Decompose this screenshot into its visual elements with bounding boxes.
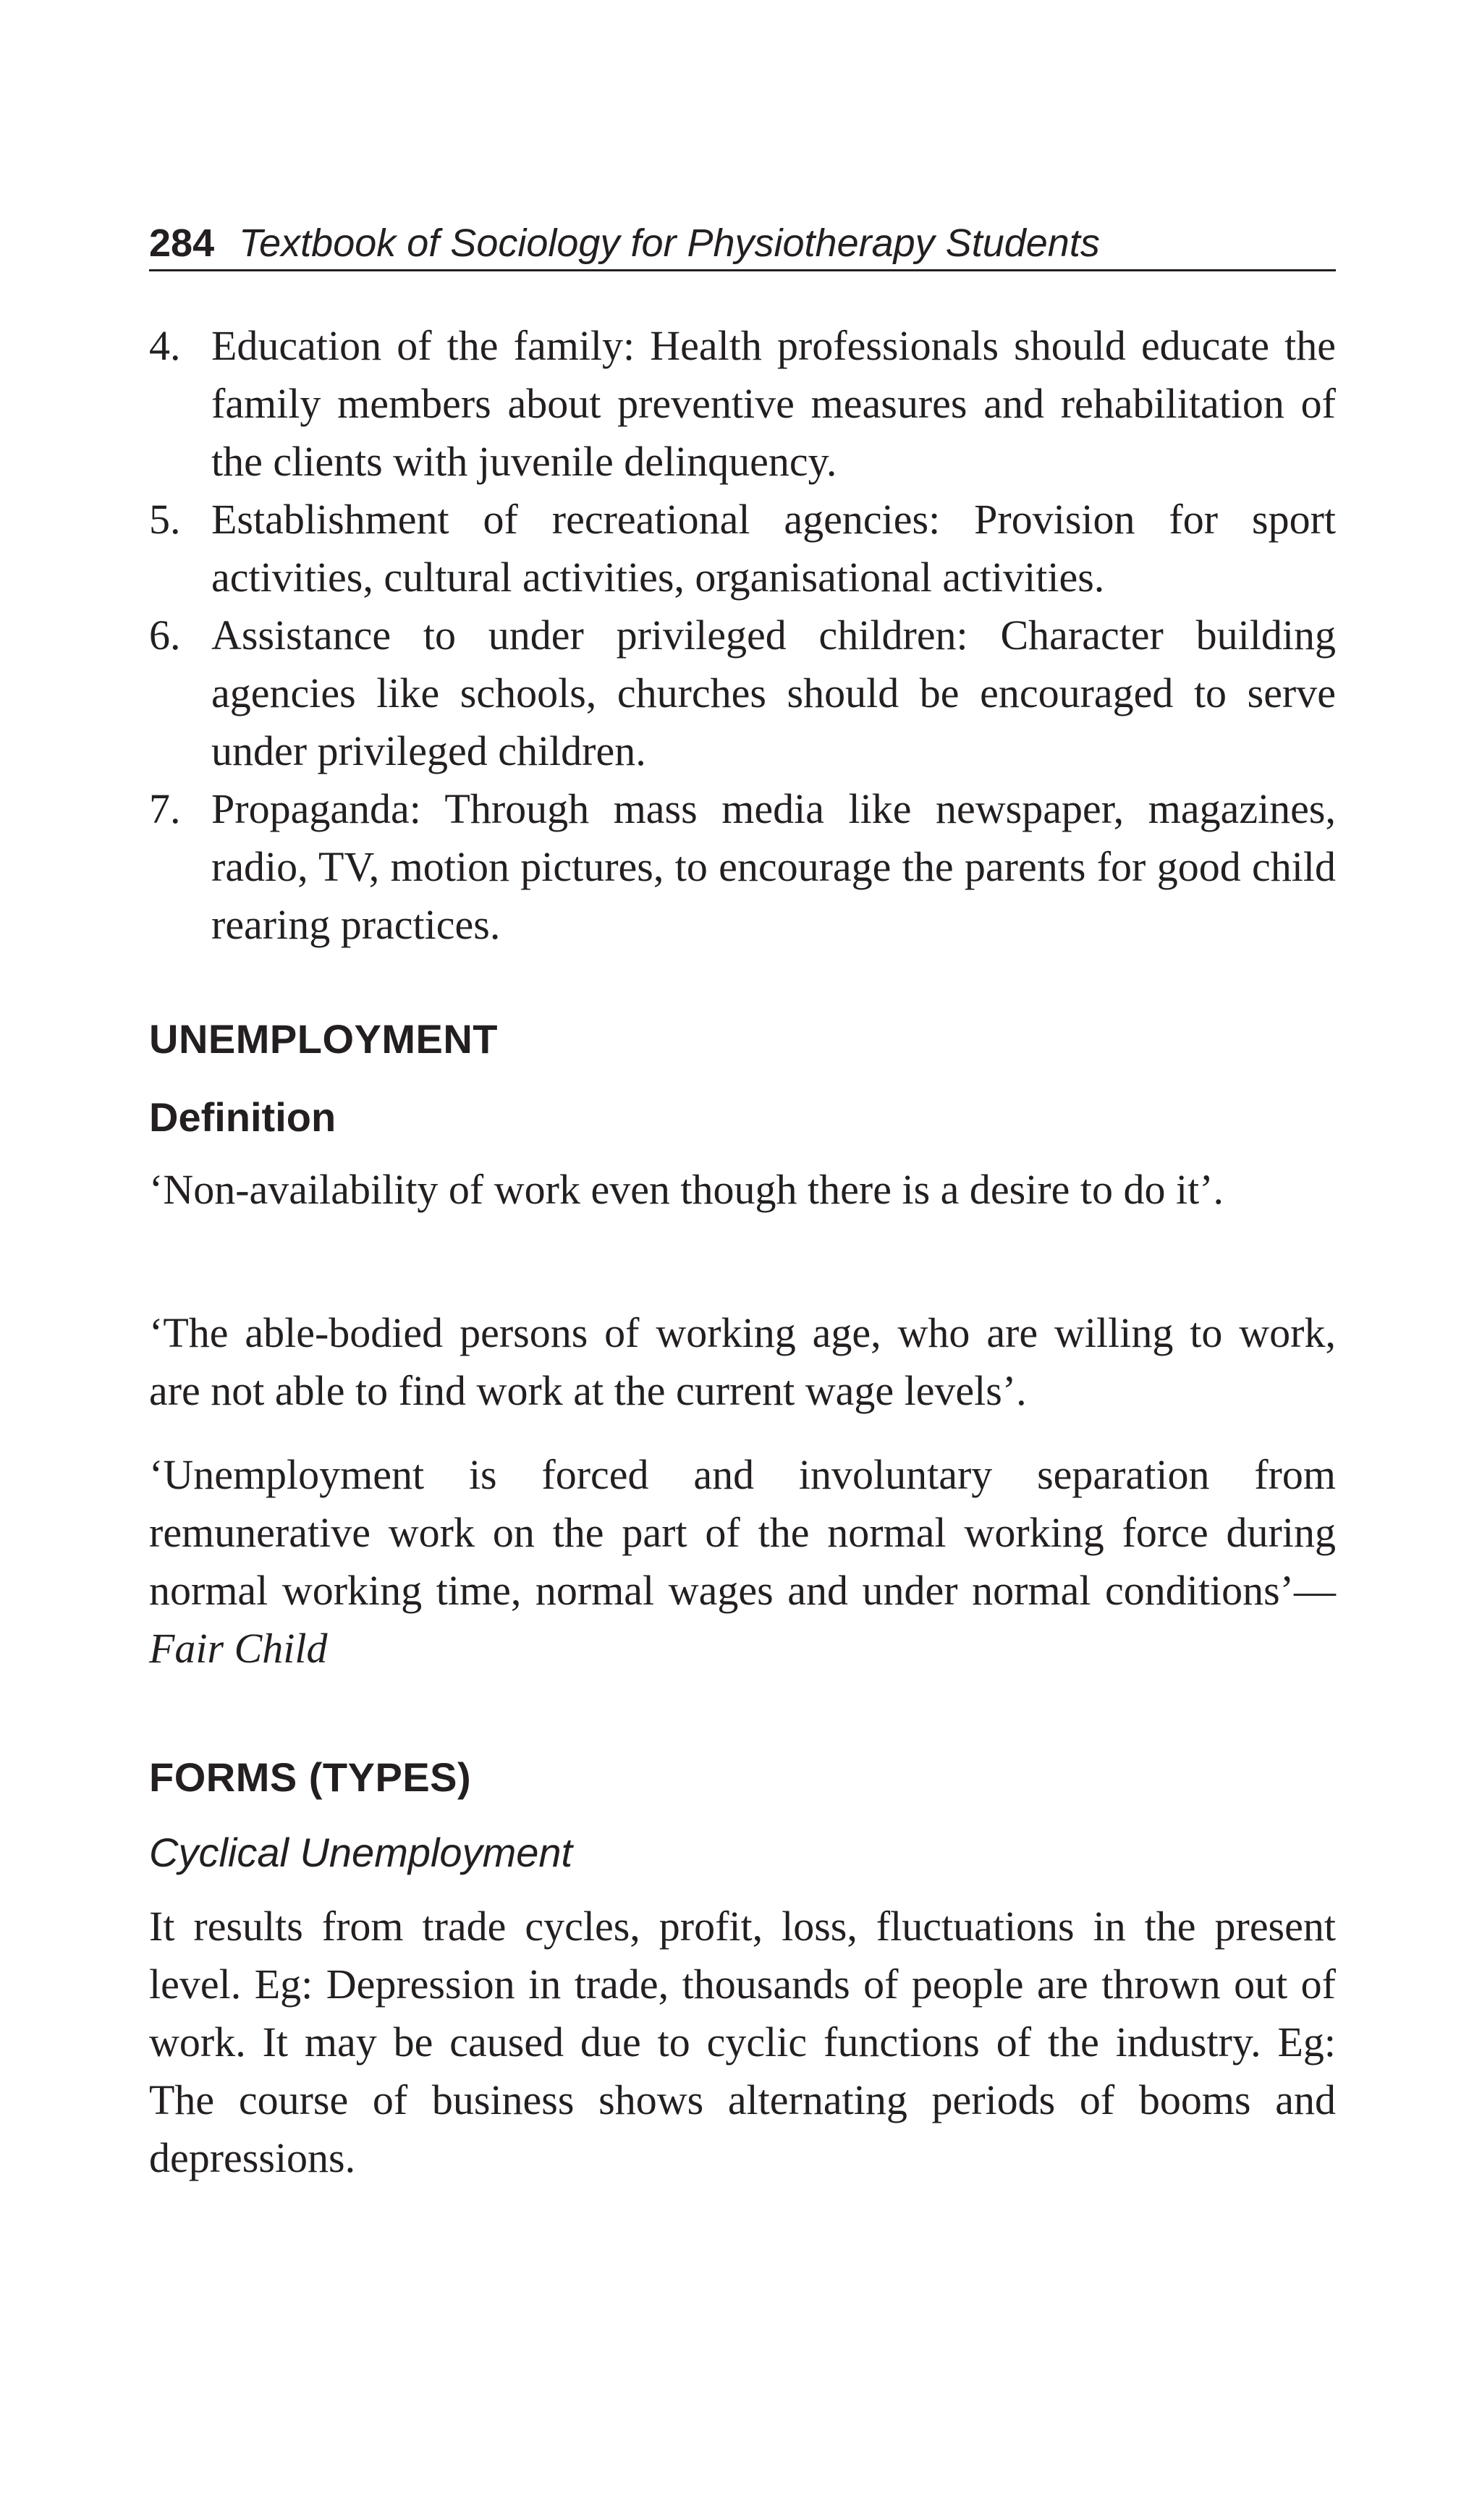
list-item-number: 7. <box>149 785 181 832</box>
definition-paragraph: ‘Non-availability of work even though there is a desire to do it’. <box>149 1166 1224 1213</box>
definition-text: ‘Unemployment is forced and involuntary separation from remunerative work on the part of the normal working force during normal working time, normal wages and under normal conditions’— <box>149 1451 1336 1614</box>
list-item <box>149 317 1336 491</box>
subheading-definition: Definition <box>149 1094 336 1140</box>
definition-paragraph <box>149 1446 1336 1678</box>
list-item-text: Propaganda: Through mass media like newspaper, magazines, radio, TV, motion pictures, to encourage the parents for good child rearing practices. <box>211 785 1336 948</box>
book-title: Textbook of Sociology for Physiotherapy Students <box>239 221 1100 265</box>
list-item <box>149 780 1336 954</box>
page-number: 284 <box>149 221 215 265</box>
section-heading-unemployment: UNEMPLOYMENT <box>149 1016 498 1062</box>
definition-attribution: Fair Child <box>149 1625 328 1672</box>
list-item-text: Establishment of recreational agencies: Provision for sport activities, cultural activities, organisational activities. <box>211 496 1336 601</box>
list-item-number: 4. <box>149 322 181 369</box>
list-item <box>149 606 1336 780</box>
list-item-text: Education of the family: Health professionals should educate the family members about preventive measures and rehabilitation of the clients with juvenile delinquency. <box>211 322 1336 485</box>
prevention-measures-list <box>149 317 1336 954</box>
subheading-cyclical-unemployment: Cyclical Unemployment <box>149 1830 573 1875</box>
list-item-number: 6. <box>149 612 181 659</box>
list-item <box>149 491 1336 606</box>
list-item-number: 5. <box>149 496 181 543</box>
cyclical-unemployment-paragraph: It results from trade cycles, profit, loss, fluctuations in the present level. Eg: Depression in trade, thousands of people are thrown out of work. It may be caused due to cyclic functions of the industry. Eg: The course of business shows alternating periods of booms and depressions. <box>149 1903 1336 2181</box>
list-item-text: Assistance to under privileged children: Character building agencies like schools, churches should be encouraged to serve under privileged children. <box>211 612 1336 774</box>
section-heading-forms: FORMS (TYPES) <box>149 1754 472 1800</box>
definition-paragraph: ‘The able-bodied persons of working age, who are willing to work, are not able to find work at the current wage levels’. <box>149 1309 1336 1414</box>
running-header <box>149 217 1336 271</box>
